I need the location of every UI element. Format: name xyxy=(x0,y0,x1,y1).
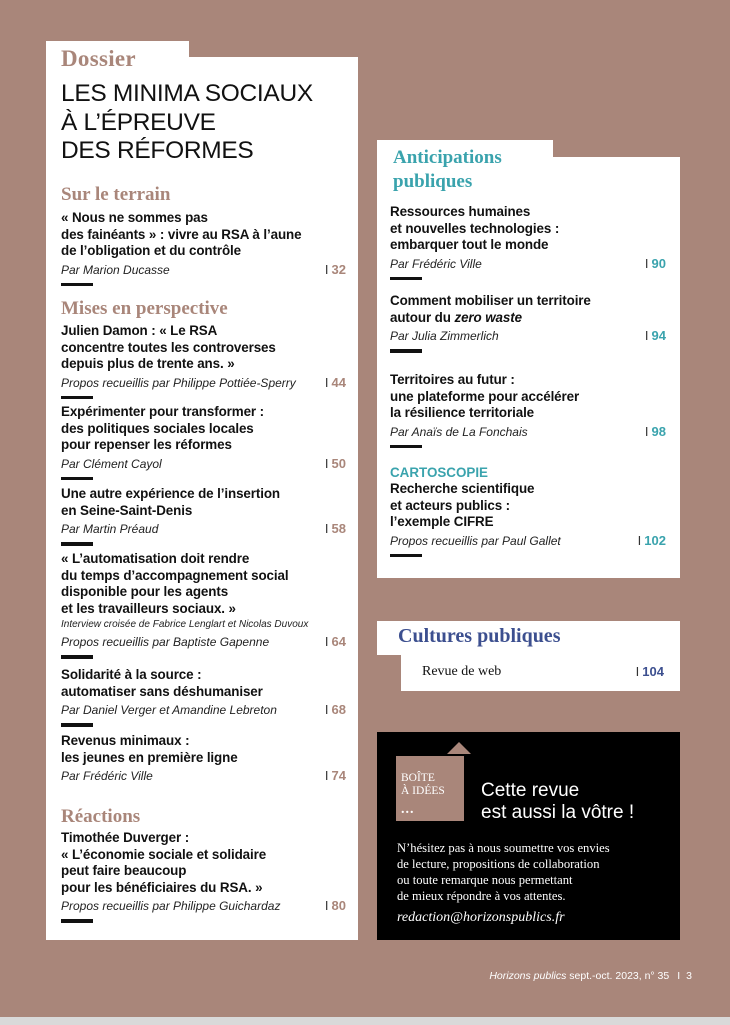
entry-author: Propos recueillis par Philippe Guichardaz xyxy=(61,899,281,913)
entry-title: Une autre expérience de l’insertion en Seine-Saint-Denis xyxy=(61,486,281,518)
toc-entry[interactable] xyxy=(61,486,346,546)
entry-title: Revenus minimaux : les jeunes en première ligne xyxy=(61,733,238,765)
section-sur-le-terrain: Sur le terrain xyxy=(61,184,171,205)
entry-title: Recherche scientifique et acteurs publics : l’exemple CIFRE xyxy=(390,481,535,529)
entry-author: Propos recueillis par Baptiste Gapenne xyxy=(61,635,270,649)
toc-entry[interactable] xyxy=(390,465,666,557)
cultures-heading: Cultures publiques xyxy=(398,625,561,647)
entry-author: Propos recueillis par Philippe Pottiée-Sperry xyxy=(61,375,296,390)
entry-title: Julien Damon : « Le RSA concentre toutes les controverses depuis plus de trente ans. » xyxy=(61,323,276,371)
entry-author: Par Daniel Verger et Amandine Lebreton xyxy=(61,703,277,717)
promo-body: N’hésitez pas à nous soumettre vos envies de lecture, propositions de collaboration ou toute remarque nous permettant de mieux répondre à vos attentes. xyxy=(397,841,610,903)
entry-dash xyxy=(61,396,93,400)
idea-box-fold xyxy=(447,742,471,754)
promo-email-link[interactable]: redaction@horizonspublics.fr xyxy=(397,910,565,925)
promo-box xyxy=(377,732,680,940)
toc-entry[interactable] xyxy=(61,667,346,727)
entry-title: Revue de web xyxy=(422,664,502,679)
entry-title: Solidarité à la source : automatiser sans déshumaniser xyxy=(61,667,263,699)
entry-dash xyxy=(61,283,93,287)
entry-author: Par Clément Cayol xyxy=(61,456,162,471)
entry-page: I 90 xyxy=(644,255,666,271)
entry-author: Par Martin Préaud xyxy=(61,522,159,536)
toc-entry[interactable] xyxy=(390,293,666,353)
entry-title: « Nous ne sommes pas des fainéants » : vivre au RSA à l’aune de l’obligation et du contrôle xyxy=(61,210,302,258)
footer-separator: I xyxy=(677,970,681,982)
entry-author: Par Frédéric Ville xyxy=(390,256,482,271)
anticipations-heading: Anticipations publiques xyxy=(393,147,502,192)
idea-box-dots: ... xyxy=(401,802,415,817)
entry-dash xyxy=(61,477,93,481)
entry-title: Comment mobiliser un territoire autour du zero waste xyxy=(390,293,591,325)
footer-issue: sept.-oct. 2023, n° 35 xyxy=(566,970,670,982)
entry-page: I 68 xyxy=(324,702,346,717)
entry-page: I 74 xyxy=(324,768,346,783)
entry-dash xyxy=(390,554,422,558)
entry-author: Par Julia Zimmerlich xyxy=(390,329,499,343)
entry-dash xyxy=(61,919,93,923)
entry-page: I 64 xyxy=(324,634,346,649)
entry-title: Ressources humaines et nouvelles technologies : embarquer tout le monde xyxy=(390,204,560,252)
entry-dash xyxy=(61,723,93,727)
entry-author: Propos recueillis par Paul Gallet xyxy=(390,533,561,548)
entry-page: I 44 xyxy=(324,374,346,390)
toc-entry[interactable] xyxy=(61,404,346,480)
entry-dash xyxy=(390,349,422,353)
toc-entry[interactable] xyxy=(61,830,346,923)
entry-title: « L’automatisation doit rendre du temps d’accompagnement social disponible pour les agents et les travailleurs sociaux. » xyxy=(61,551,289,616)
toc-entry[interactable] xyxy=(390,204,666,280)
entry-author: Par Marion Ducasse xyxy=(61,262,170,277)
footer-page-number: 3 xyxy=(686,970,692,982)
entry-page: I 98 xyxy=(644,423,666,439)
toc-entry[interactable] xyxy=(422,662,664,682)
cartoscopie-kicker: CARTOSCOPIE xyxy=(390,465,488,480)
toc-entry[interactable] xyxy=(390,372,666,448)
entry-page: I 32 xyxy=(324,261,346,277)
entry-page: I 58 xyxy=(324,521,346,536)
entry-page: I 80 xyxy=(324,898,346,913)
page-footer xyxy=(489,970,692,982)
footer-publication: Horizons publics xyxy=(489,970,567,982)
toc-entry[interactable] xyxy=(61,210,346,286)
entry-note: Interview croisée de Fabrice Lenglart et Nicolas Duvoux xyxy=(61,619,309,630)
entry-author: Par Frédéric Ville xyxy=(61,769,153,783)
entry-dash xyxy=(61,655,93,659)
entry-page: I 50 xyxy=(324,455,346,471)
entry-page: I 104 xyxy=(635,664,664,679)
dossier-label: Dossier xyxy=(61,46,136,71)
toc-entry[interactable] xyxy=(61,733,346,785)
idea-box-label: BOÎTE À IDÉES xyxy=(401,772,445,797)
section-reactions: Réactions xyxy=(61,806,141,827)
entry-dash xyxy=(61,542,93,546)
section-mises-en-perspective: Mises en perspective xyxy=(61,298,228,319)
entry-title: Territoires au futur : une plateforme pour accélérer la résilience territoriale xyxy=(390,372,580,420)
toc-entry[interactable] xyxy=(61,323,346,399)
entry-title: Timothée Duverger : « L’économie sociale et solidaire peut faire beaucoup pour les bénéficiaires du RSA. » xyxy=(61,830,267,895)
bottom-strip xyxy=(0,1017,730,1025)
entry-dash xyxy=(390,445,422,449)
entry-page: I 102 xyxy=(637,532,666,548)
entry-title: Expérimenter pour transformer : des politiques sociales locales pour repenser les réformes xyxy=(61,404,265,452)
promo-title: Cette revue est aussi la vôtre ! xyxy=(481,780,635,823)
entry-dash xyxy=(390,277,422,281)
toc-entry[interactable] xyxy=(61,551,346,659)
entry-author: Par Anaïs de La Fonchais xyxy=(390,424,528,439)
dossier-title: LES MINIMA SOCIAUX À L’ÉPREUVE DES RÉFORMES xyxy=(61,80,313,164)
entry-page: I 94 xyxy=(644,328,666,343)
